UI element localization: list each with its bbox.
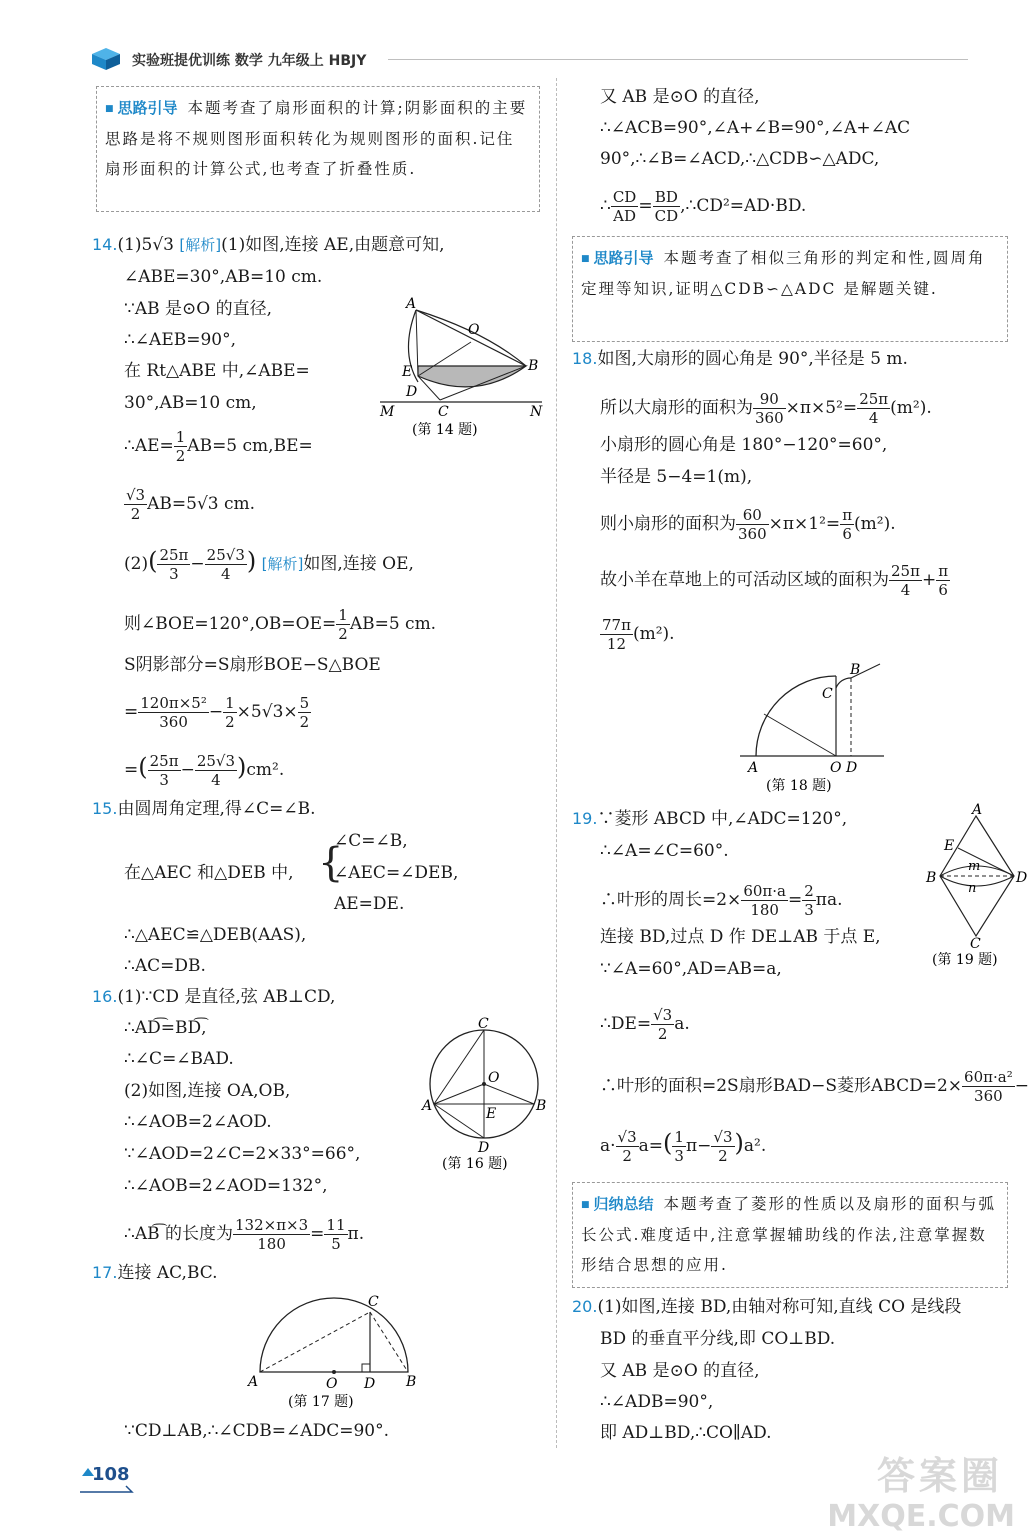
denominator: 2 <box>130 505 141 523</box>
label-B: B <box>406 1374 417 1390</box>
fraction <box>324 1216 347 1253</box>
fraction <box>802 882 816 919</box>
r-line-1: 又 AB 是⊙O 的直径, <box>600 87 760 107</box>
denominator: 4 <box>868 409 879 427</box>
denominator: 3 <box>674 1147 684 1165</box>
q18-line-5 <box>600 506 896 543</box>
numerator: √3 <box>617 1128 637 1146</box>
label-D: D <box>406 384 418 400</box>
hint-box-2 <box>572 236 1008 342</box>
text: (2) <box>124 554 149 574</box>
label-C: C <box>822 686 833 702</box>
q14-line-10 <box>124 606 436 643</box>
q14-line-4: ∴∠AEB=90°, <box>124 330 237 350</box>
denominator: 180 <box>750 901 779 919</box>
q15-sys-2: ∠AEC=∠DEB, <box>334 863 459 883</box>
fraction <box>672 1128 686 1165</box>
book-title: 实验班提优训练 数学 九年级上 HBJY <box>132 53 367 69</box>
q20-line-2: BD 的垂直平分线,即 CO⊥BD. <box>600 1329 836 1349</box>
denominator: 2 <box>657 1025 668 1043</box>
text: πa. <box>815 890 843 910</box>
denominator: 12 <box>606 635 627 653</box>
label-B: B <box>536 1098 547 1114</box>
numerator: 25π <box>159 546 189 564</box>
q16-line-4: (2)如图,连接 OA,OB, <box>124 1081 291 1101</box>
numerator: CD <box>612 188 637 206</box>
text: ∴叶形的面积=2S扇形BAD−S菱形ABCD=2× <box>600 1076 963 1096</box>
numerator: 2 <box>804 882 814 900</box>
hint-text: 本题考查了相似三角形的判定和性,圆周角定理等知识,证明△CDB∽△ADC 是解题关键. <box>581 249 986 298</box>
fraction <box>653 188 681 225</box>
q19-line-2: ∴∠A=∠C=60°. <box>600 841 729 861</box>
figure-14 <box>376 292 548 442</box>
figure-caption: (第 14 题) <box>412 422 478 438</box>
text: a². <box>743 1136 767 1156</box>
numerator: 120π×5² <box>140 694 207 712</box>
q19-line-3 <box>600 882 842 919</box>
fraction <box>611 188 639 225</box>
question-number: 17. <box>92 1263 118 1282</box>
fraction <box>651 1006 674 1043</box>
text: AB=5√3 cm. <box>147 494 256 514</box>
q15-line-1 <box>92 798 316 820</box>
numerator: π <box>842 506 853 524</box>
numerator: 25√3 <box>206 546 245 564</box>
label-A: A <box>422 1098 433 1114</box>
brace: { <box>318 840 344 886</box>
numerator: √3 <box>126 486 146 504</box>
q16-line-3: ∴∠C=∠BAD. <box>124 1049 234 1069</box>
cube-logo-icon <box>88 46 124 72</box>
text: a· <box>600 1136 616 1156</box>
denominator: 180 <box>257 1235 286 1253</box>
analysis-tag: [解析] <box>179 236 222 254</box>
q14-line-5: 在 Rt△ABE 中,∠ABE= <box>124 361 310 381</box>
label-B: B <box>926 870 937 886</box>
text: (m²). <box>632 624 675 644</box>
hint-tag: ■ 思路引导 <box>105 99 178 117</box>
numerator: 1 <box>338 606 348 624</box>
label-B: B <box>850 662 861 678</box>
fraction <box>205 546 247 583</box>
q16-line-1 <box>92 986 335 1008</box>
text: = <box>124 760 139 780</box>
question-number: 14. <box>92 235 118 254</box>
label-n: n <box>968 881 977 896</box>
q17-line-2: ∵CD⊥AB,∴∠CDB=∠ADC=90°. <box>124 1421 389 1441</box>
label-C: C <box>368 1294 379 1310</box>
q14-line-3: ∵AB 是⊙O 的直径, <box>124 299 272 319</box>
q14-line-7 <box>124 428 313 465</box>
text: 则∠BOE=120°,OB=OE= <box>124 614 337 634</box>
denominator: 4 <box>221 565 231 583</box>
fraction <box>889 562 922 599</box>
q18-line-3: 小扇形的圆心角是 180°−120°=60°, <box>600 435 888 455</box>
denominator: 2 <box>175 447 186 465</box>
numerator: 77π <box>602 616 631 634</box>
q19-line-4: 连接 BD,过点 D 作 DE⊥AB 于点 E, <box>600 927 881 947</box>
column-divider <box>556 78 557 1448</box>
label-A: A <box>972 802 983 818</box>
q15-sys-1: ∠C=∠B, <box>334 831 408 851</box>
text: − <box>1014 1076 1029 1096</box>
q16-line-8 <box>124 1216 364 1253</box>
text: ∴AE= <box>124 436 174 456</box>
text: ×5√3× <box>236 702 298 722</box>
numerator: 25π <box>891 562 920 580</box>
denominator: 6 <box>938 581 948 599</box>
text: = <box>638 196 653 216</box>
text: AB=5 cm. <box>349 614 437 634</box>
text: π. <box>347 1224 365 1244</box>
hint-tag: ■ 思路引导 <box>581 249 654 267</box>
r-line-3: 90°,∴∠B=∠ACD,∴△CDB∽△ADC, <box>600 149 880 169</box>
q14-line-13: =( $\frac{25\pi}{3}$ − $\frac{25√3}{4}$ )cm². <box>124 752 285 789</box>
q14-line-8 <box>124 486 255 523</box>
label-E: E <box>944 838 955 854</box>
numerator: 132×π×3 <box>235 1216 309 1234</box>
text: ×π×5²= <box>785 398 858 418</box>
denominator: 2 <box>718 1147 728 1165</box>
denominator: 2 <box>299 713 310 731</box>
text: (1)∵CD 是直径,弦 AB⊥CD, <box>117 987 336 1007</box>
text: ,∴CD²=AD·BD. <box>680 196 807 216</box>
fraction <box>223 694 237 731</box>
text: ∴叶形的周长=2× <box>600 890 742 910</box>
q14-line-2: ∠ABE=30°,AB=10 cm. <box>124 267 323 287</box>
denominator: 360 <box>159 713 188 731</box>
q15-line-2: 在△AEC 和△DEB 中, <box>124 863 294 883</box>
question-number: 16. <box>92 987 118 1006</box>
r-line-4 <box>600 188 806 225</box>
text: 所以大扇形的面积为 <box>600 398 753 418</box>
label-D: D <box>846 760 858 776</box>
figure-caption: (第 16 题) <box>442 1156 508 1172</box>
label-C: C <box>438 404 449 420</box>
q17-line-1 <box>92 1262 218 1284</box>
figure-17 <box>244 1290 424 1410</box>
q15-sys-3: AE=DE. <box>334 894 405 914</box>
text: ∴AB͡ 的长度为 <box>124 1224 233 1244</box>
question-number: 18. <box>572 349 598 368</box>
fraction <box>336 606 350 643</box>
text: 故小羊在草地上的可活动区域的面积为 <box>600 570 889 590</box>
denominator: AD <box>613 207 637 225</box>
numerator: 1 <box>674 1128 684 1146</box>
fraction <box>840 506 854 543</box>
q14-line-11: S阴影部分=S扇形BOE−S△BOE <box>124 655 381 675</box>
label-N: N <box>530 404 543 420</box>
answer-1: (1)5√3 <box>117 235 174 255</box>
q14-line-6: 30°,AB=10 cm, <box>124 393 257 413</box>
fraction <box>962 1068 1015 1105</box>
text: 如图,大扇形的圆心角是 90°,半径是 5 m. <box>597 349 908 369</box>
label-D: D <box>478 1140 490 1156</box>
question-number: 19. <box>572 809 598 828</box>
label-m: m <box>968 859 981 874</box>
watermark: 答案圈 <box>876 1454 1003 1498</box>
text: AB=5 cm,BE= <box>187 436 313 456</box>
q16-line-7: ∴∠AOB=2∠AOD=132°, <box>124 1176 328 1196</box>
denominator: 360 <box>755 409 784 427</box>
text: = <box>787 890 803 910</box>
text: 由圆周角定理,得∠C=∠B. <box>117 799 316 819</box>
text: ∴DE= <box>600 1014 652 1034</box>
label-M: M <box>380 404 395 420</box>
hint-box-1 <box>96 86 540 212</box>
figure-19 <box>922 802 1028 970</box>
text: = <box>310 1224 325 1244</box>
denominator: 360 <box>738 525 767 543</box>
q14-line-1 <box>92 234 445 256</box>
text: (m²). <box>890 398 932 418</box>
q20-line-4: ∴∠ADB=90°, <box>600 1392 714 1412</box>
text: (1)如图,连接 BD,由轴对称可知,直线 CO 是线段 <box>597 1297 962 1317</box>
label-O: O <box>830 760 842 776</box>
fraction <box>124 486 147 523</box>
fraction <box>936 562 950 599</box>
denominator: 4 <box>900 581 911 599</box>
q15-line-4: ∴AC=DB. <box>124 956 206 976</box>
fraction <box>741 882 788 919</box>
text: (1)如图,连接 AE,由题意可知, <box>221 235 445 255</box>
numerator: 5 <box>299 694 310 712</box>
q19-line-8: a· $\frac{√3}{2}$ a=( $\frac{1}{3}$ π− $\frac{√3}{2}$ )a². <box>600 1128 767 1165</box>
q14-line-9: (2)( $\frac{25\pi}{3}$ − $\frac{25√3}{4}$ ) [解析]如图,连接 OE, <box>124 546 414 583</box>
hint-text: 本题考查了扇形面积的计算;阴影面积的主要思路是将不规则图形面积转化为规则图形的面积.记住扇形面积的计算公式,也考查了折叠性质. <box>105 99 528 178</box>
numerator: 25π <box>149 752 179 770</box>
text: + <box>921 570 937 590</box>
q20-line-5: 即 AD⊥BD,∴CO∥AD. <box>600 1423 772 1443</box>
text: ×π×1²= <box>768 514 841 534</box>
figure-caption: (第 18 题) <box>766 778 832 794</box>
q18-line-4: 半径是 5−4=1(m), <box>600 467 753 487</box>
denominator: 360 <box>974 1087 1003 1105</box>
numerator: √3 <box>713 1128 733 1146</box>
label-C: C <box>970 936 981 952</box>
denominator: 3 <box>169 565 179 583</box>
numerator: 1 <box>175 428 186 446</box>
label-C: C <box>478 1016 489 1032</box>
fraction <box>857 390 890 427</box>
fraction <box>138 694 209 731</box>
q16-line-2: ∴AD͡=BD͡, <box>124 1018 207 1038</box>
summary-tag: ■ 归纳总结 <box>581 1195 654 1213</box>
label-E: E <box>402 364 413 380</box>
figure-caption: (第 19 题) <box>932 952 998 968</box>
fraction <box>233 1216 310 1253</box>
numerator: 11 <box>326 1216 346 1234</box>
text: 如图,连接 OE, <box>303 554 414 574</box>
q18-line-1 <box>572 348 908 370</box>
denominator: 2 <box>622 1147 632 1165</box>
label-A: A <box>748 760 759 776</box>
page-number: 108 <box>92 1464 130 1485</box>
figure-18 <box>734 658 894 798</box>
q19-line-5: ∵∠A=60°,AD=AB=a, <box>600 959 782 979</box>
summary-box <box>572 1182 1008 1288</box>
label-D: D <box>1016 870 1028 886</box>
text: 则小扇形的面积为 <box>600 514 736 534</box>
question-number: 15. <box>92 799 118 818</box>
fraction <box>600 616 633 653</box>
fraction <box>736 506 769 543</box>
fraction <box>616 1128 639 1165</box>
numerator: 1 <box>225 694 235 712</box>
text: − <box>208 702 224 722</box>
text: ∵菱形 ABCD 中,∠ADC=120°, <box>597 809 848 829</box>
q18-line-2 <box>600 390 932 427</box>
label-A: A <box>248 1374 259 1390</box>
text: = <box>124 702 139 722</box>
watermark-url: MXQE.COM <box>827 1499 1015 1534</box>
q20-line-1 <box>572 1296 961 1318</box>
label-E: E <box>486 1106 497 1122</box>
q16-line-6: ∵∠AOD=2∠C=2×33°=66°, <box>124 1144 361 1164</box>
label-D: D <box>364 1376 376 1392</box>
q18-line-6 <box>600 562 950 599</box>
fraction <box>753 390 786 427</box>
header-rule <box>388 59 968 60</box>
label-B: B <box>528 358 539 374</box>
label-O: O <box>468 322 480 338</box>
fraction <box>298 694 312 731</box>
numerator: 90 <box>753 390 786 409</box>
fraction <box>174 428 188 465</box>
text: a. <box>674 1014 690 1034</box>
fraction <box>157 546 190 583</box>
figure-16 <box>420 1014 550 1174</box>
q18-line-7 <box>600 616 675 653</box>
denominator: 3 <box>804 901 814 919</box>
q20-line-3: 又 AB 是⊙O 的直径, <box>600 1361 760 1381</box>
r-line-2: ∴∠ACB=90°,∠A+∠B=90°,∠A+∠AC <box>600 118 911 138</box>
denominator: 5 <box>331 1235 341 1253</box>
fraction <box>148 752 181 789</box>
label-O: O <box>488 1070 500 1086</box>
text: a= <box>638 1136 664 1156</box>
text: ∴ <box>600 196 611 216</box>
fraction <box>711 1128 734 1165</box>
numerator: 60π·a² <box>964 1068 1013 1086</box>
page-header <box>88 46 968 74</box>
analysis-tag: [解析] <box>261 555 304 573</box>
q14-line-12 <box>124 694 311 731</box>
denominator: 4 <box>211 771 221 789</box>
q19-line-6 <box>600 1006 690 1043</box>
question-number: 20. <box>572 1297 598 1316</box>
figure-caption: (第 17 题) <box>288 1394 354 1410</box>
numerator: 25π <box>859 390 889 408</box>
denominator: CD <box>654 207 679 225</box>
summary-text: 本题考查了菱形的性质以及扇形的面积与弧长公式.难度适中,注意掌握辅助线的作法,注意掌握数形结合思想的应用. <box>581 1195 997 1274</box>
q16-line-5: ∴∠AOB=2∠AOD. <box>124 1112 272 1132</box>
text: (m²). <box>854 514 896 534</box>
numerator: BD <box>653 188 681 207</box>
label-A: A <box>406 296 417 312</box>
q19-line-7 <box>600 1068 1029 1105</box>
numerator: π <box>938 562 949 580</box>
numerator: 60π·a <box>743 882 786 900</box>
q19-line-1 <box>572 808 847 830</box>
denominator: 3 <box>159 771 169 789</box>
denominator: 2 <box>225 713 235 731</box>
denominator: 2 <box>338 625 348 643</box>
q15-line-3: ∴△AEC≌△DEB(AAS), <box>124 925 307 945</box>
numerator: 60 <box>736 506 769 525</box>
numerator: √3 <box>653 1006 673 1024</box>
denominator: 6 <box>842 525 852 543</box>
text: 连接 AC,BC. <box>117 1263 218 1283</box>
text: cm². <box>246 760 285 780</box>
numerator: 25√3 <box>196 752 236 770</box>
fraction <box>195 752 237 789</box>
label-O: O <box>326 1376 338 1392</box>
